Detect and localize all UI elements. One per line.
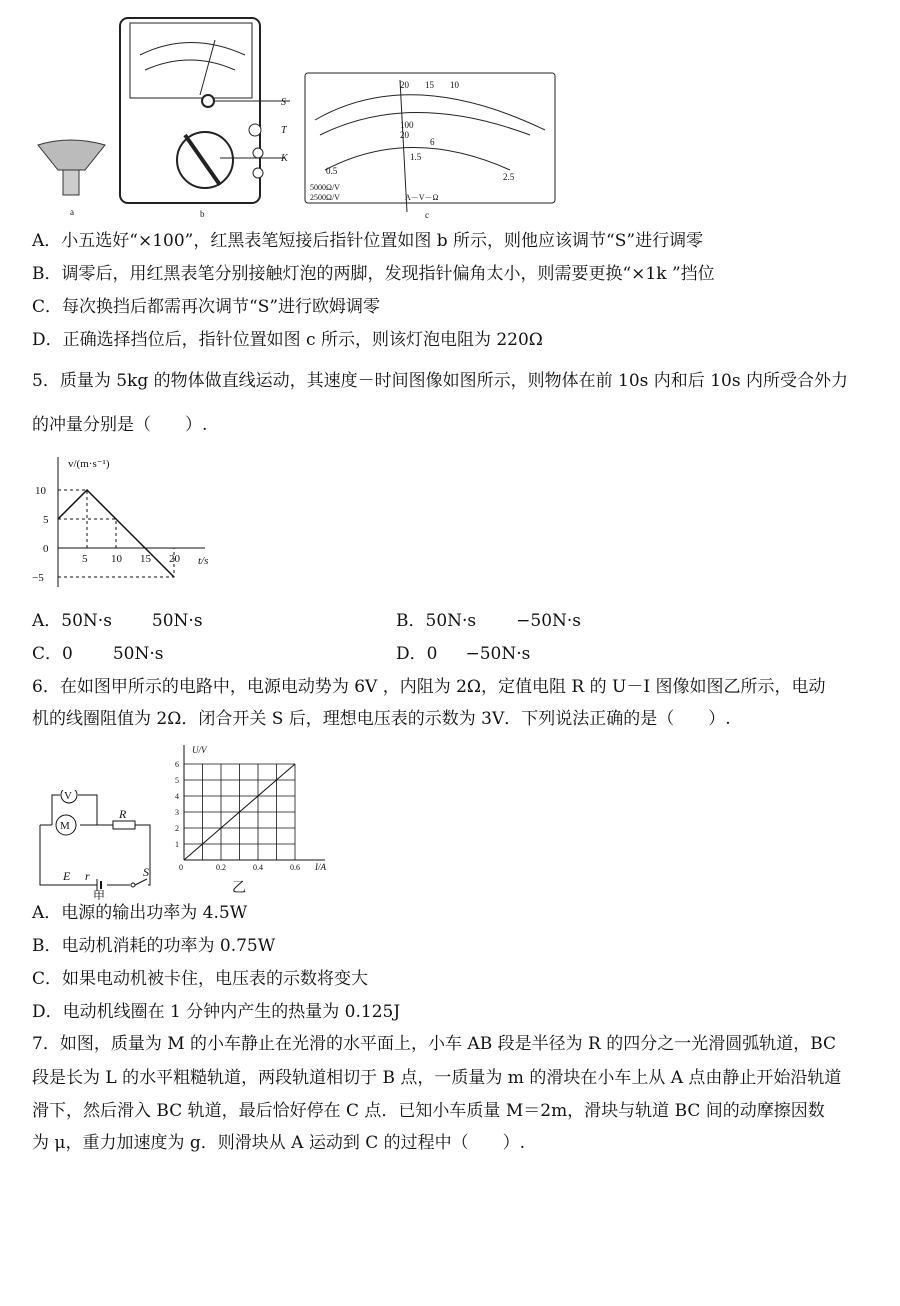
- q7-stem-line1: 7．如图，质量为 M 的小车静止在光滑的水平面上，小车 AB 段是半径为 R 的四分之一光滑圆弧轨道，BC: [32, 1034, 837, 1054]
- y-tick-label: 5: [43, 514, 49, 526]
- q6-option-b: B．电动机消耗的功率为 0.75W: [32, 936, 276, 956]
- q5-stem-line1: 5．质量为 5kg 的物体做直线运动，其速度－时间图像如图所示，则物体在前 10s 内和后 10s 内所受合外力: [32, 371, 848, 391]
- svg-text:E: E: [63, 869, 71, 883]
- y-tick-label: 1: [175, 840, 179, 849]
- svg-text:V: V: [64, 790, 72, 802]
- y-tick-label: 4: [175, 792, 179, 801]
- x-axis-label: t/s: [198, 555, 209, 567]
- x-tick-label: 0.6: [290, 863, 300, 872]
- q5-option-a: A．50N·s 50N·s: [32, 611, 203, 631]
- y-tick-label: 3: [175, 808, 179, 817]
- x-axis-label: I/A: [315, 862, 326, 872]
- svg-text:b: b: [200, 209, 205, 219]
- y-tick-label: 6: [175, 760, 179, 769]
- y-tick-label: 5: [175, 776, 179, 785]
- x-tick-label: 0: [179, 863, 183, 872]
- svg-text:S: S: [281, 97, 286, 108]
- q5-option-d: D．0 −50N·s: [396, 644, 531, 664]
- q7-stem-line4: 为 μ，重力加速度为 g．则滑块从 A 运动到 C 的过程中（ ）.: [32, 1133, 526, 1153]
- svg-text:6: 6: [430, 137, 435, 147]
- svg-text:2500Ω/V: 2500Ω/V: [310, 193, 340, 202]
- q7-stem-line2: 段是长为 L 的水平粗糙轨道，两段轨道相切于 B 点，一质量为 m 的滑块在小车上从 A 点由静止开始沿轨道: [32, 1068, 842, 1088]
- q5-option-c: C．0 50N·s: [32, 644, 164, 664]
- svg-text:K: K: [281, 153, 288, 164]
- x-tick-label: 0.2: [216, 863, 226, 872]
- svg-text:15: 15: [425, 80, 434, 90]
- q6-stem-line2: 机的线圈阻值为 2Ω．闭合开关 S 后，理想电压表的示数为 3V．下列说法正确的是（ ）.: [32, 709, 731, 729]
- q6-circuit-diagram: [35, 790, 155, 900]
- ac-tick-label: 2.5: [503, 172, 515, 182]
- q4-option-d: D．正确选择挡位后，指针位置如图 c 所示，则该灯泡电阻为 220Ω: [32, 330, 543, 350]
- svg-text:r: r: [85, 869, 90, 883]
- y-axis-label: v/(m·s⁻¹): [68, 458, 110, 470]
- q6-u-i-chart: [165, 742, 340, 897]
- x-tick-label: 10: [111, 553, 122, 565]
- q4-option-a: A．小五选好“×100”，红黑表笔短接后指针位置如图 b 所示，则他应该调节“S”进行调零: [32, 231, 704, 251]
- figure-scale-c: [300, 70, 560, 220]
- q6-stem-line1: 6．在如图甲所示的电路中，电源电动势为 6V ，内阻为 2Ω，定值电阻 R 的 U－I 图像如图乙所示，电动: [32, 677, 826, 697]
- caption-jia: 甲: [93, 889, 106, 900]
- svg-text:R: R: [119, 807, 127, 821]
- x-tick-label: 20: [169, 553, 180, 565]
- y-axis-label: U/V: [192, 745, 207, 755]
- svg-text:1.5: 1.5: [410, 152, 422, 162]
- q6-option-a: A．电源的输出功率为 4.5W: [32, 903, 248, 923]
- q6-option-d: D．电动机线圈在 1 分钟内产生的热量为 0.125J: [32, 1002, 401, 1022]
- svg-text:T: T: [281, 125, 287, 136]
- figure-multimeter-b: [115, 15, 290, 220]
- svg-text:20: 20: [400, 130, 409, 140]
- y-tick-label: −5: [32, 572, 44, 584]
- y-tick-label: 10: [35, 485, 46, 497]
- q5-stem-line2: 的冲量分别是（ ）.: [32, 415, 208, 435]
- figure-bulb-a: [30, 130, 120, 220]
- x-tick-label: 0.4: [253, 863, 263, 872]
- svg-text:5000Ω/V: 5000Ω/V: [310, 183, 340, 192]
- svg-text:a: a: [70, 207, 74, 217]
- svg-text:A－V－Ω: A－V－Ω: [405, 193, 439, 202]
- svg-text:20: 20: [400, 80, 409, 90]
- svg-text:c: c: [425, 210, 429, 220]
- y-tick-label: 2: [175, 824, 179, 833]
- caption-yi: 乙: [232, 881, 246, 896]
- q4-option-c: C．每次换挡后都需再次调节“S”进行欧姆调零: [32, 297, 381, 317]
- y-tick-label: 0: [43, 543, 49, 555]
- svg-text:S: S: [143, 865, 149, 879]
- svg-text:100: 100: [400, 120, 414, 130]
- x-tick-label: 15: [140, 553, 151, 565]
- q5-velocity-time-chart: [30, 452, 220, 592]
- q5-option-b: B．50N·s −50N·s: [396, 611, 582, 631]
- q7-stem-line3: 滑下，然后滑入 BC 轨道，最后恰好停在 C 点．已知小车质量 M＝2m，滑块与轨道 BC 间的动摩擦因数: [32, 1101, 825, 1121]
- svg-text:10: 10: [450, 80, 459, 90]
- svg-text:M: M: [60, 820, 70, 832]
- ac-tick-label: 0.5: [326, 166, 338, 176]
- q4-option-b: B．调零后，用红黑表笔分别接触灯泡的两脚，发现指针偏角太小，则需要更换“×1k ”挡位: [32, 264, 715, 284]
- x-tick-label: 5: [82, 553, 88, 565]
- q6-option-c: C．如果电动机被卡住，电压表的示数将变大: [32, 969, 369, 989]
